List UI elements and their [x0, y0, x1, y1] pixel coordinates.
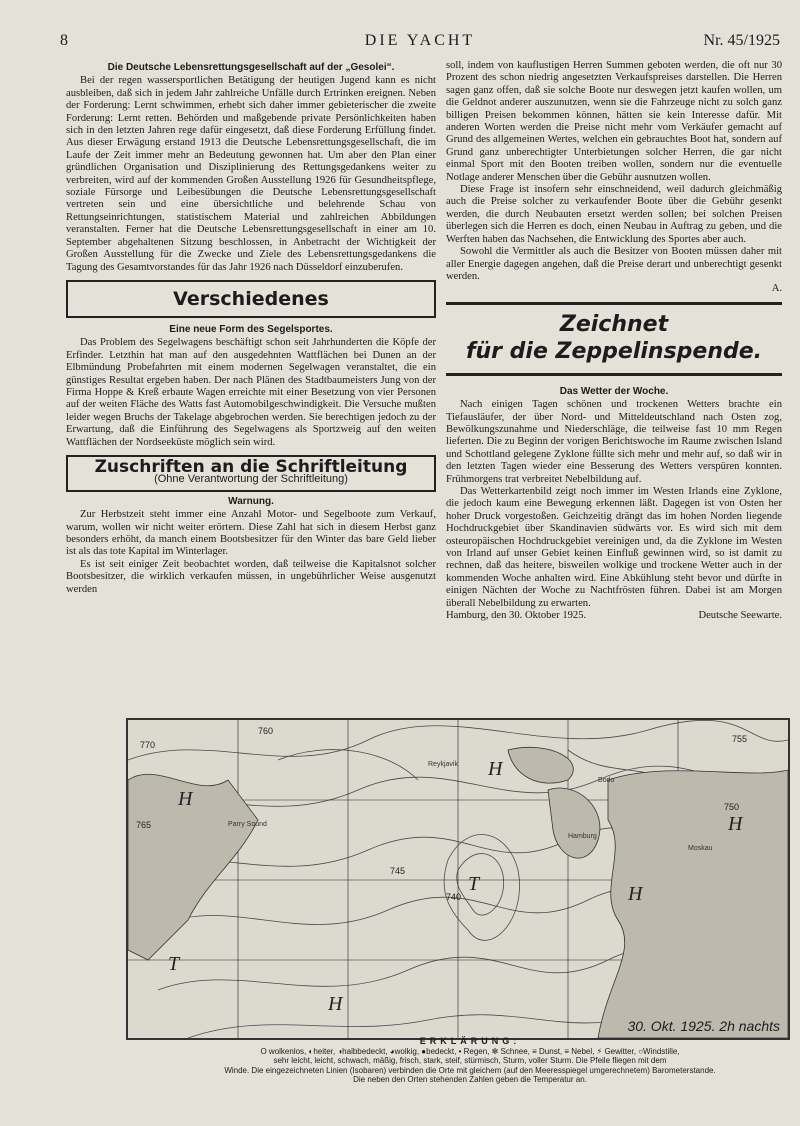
place-label: Bodo	[598, 777, 615, 784]
left-column	[66, 60, 436, 596]
article-continuation-1: soll, indem von kauflustigen Herren Summen geboten werden, die oft nur 30 Prozent des schon niedrig angesetzten Verkaufspreises darstellen. Die Herren sagen ganz offen, daß sie solche Boote nur deswegen jetzt kaufen wollen, um die Geldnot anderer auszunutzen, wenn sie die Fahrzeuge nicht zu solch ganz billigen Preisen bekommen können, hätten sie kein Interesse dafür. Mit anderen Worten werden die Preise nicht mehr vom Verkäufer gemacht auf Grund des allgemeinen Wertes, welchen ein gebrauchtes Boot hat, sondern auf Grund ganz unberechtigter Unterbietungen solcher Herren, die gar nicht einmal Sport mit den Booten treiben wollen, sondern nur die eventuelle Notlage anderer Menschen über die Gebühr ausnutzen wollen.	[446, 60, 782, 183]
high-pressure-mark: H	[628, 883, 643, 905]
high-pressure-mark: H	[328, 993, 343, 1015]
article-body-gesolei: Bei der regen wassersportlichen Betätigung der heutigen Jugend kann es nicht ausbleiben, daß sich in jedem Jahr zahlreiche Unfälle durch Ertrinken ereignen. Neben der Forderung: Lernt schwimmen, erhebt sich daher immer gebieterischer die zweite Forderung: Lernt retten. Behörden und maßgebende private Persönlichkeiten haben sich in den letzten Jahren rege dafür eingesetzt, daß diese Forderung Erfüllung findet. Aus dieser Erwägung erstand 1913 die Deutsche Lebensrettungsgesellschaft, die im Laufe der Zeit immer mehr an Bedeutung gewonnen hat. Um aber den Plan einer gründlichen Organisation und Disziplinierung des Rettungsgedankens weiter zu verbreiten, wird auf der kommenden Großen Ausstellung 1926 für Gesundheitspflege, soziale Fürsorge und Leibesübungen die Deutsche Lebensrettungsgesellschaft vertreten sein und eine übersichtliche und belehrende Schau von Rettungseinrichtungen, statistischem Material und zahlreichen Abbildungen veranstalten. Ferner hat die Deutsche Lebensrettungsgesellschaft in einer am 10. September abgehaltenen Sitzung beschlossen, in Anbetracht der Wichtigkeit der Großen Ausstellung für die Zwecke und Ziele des Lebensrettungsgedankens die Tagung des Gesamtvorstandes für das Jahr 1926 nach Düsseldorf einzuberufen.	[66, 75, 436, 273]
place-label: Moskau	[688, 845, 713, 852]
pressure-label: 760	[258, 726, 274, 736]
article-body-wetter-1: Nach einigen Tagen schönen und trockenen Wetters brachte ein Tiefausläufer, der über Nord- und Mitteldeutschland nach Osten zog, Bewölkungszunahme und Niederschläge, die teilweise fast 10 mm Regen lieferten. Die zu Beginn der vorigen Berichtswoche im Raume zwischen Island und Schottland gelegene Zyklone füllte sich mehr und mehr auf, so daß wir in den letzten Tagen wieder eine Besserung des Wetters verspüren konnten. Frühmorgens trat verbreitet Nebelbildung auf.	[446, 399, 782, 485]
article-body-warnung-1: Zur Herbstzeit steht immer eine Anzahl Motor- und Segelboote zum Verkauf, warum, wollen wir nicht weiter erörtern. Diese Zahl hat sich in diesem Herbst ganz besonders erhöht, da manch einem Bootsbesitzer für den Winter das bare Geld lieber ist als das tote Kapital im Winterlager.	[66, 509, 436, 558]
issue-number: Nr. 45/1925	[703, 32, 780, 49]
zeppelin-advert-line2: für die Zeppelinspende.	[465, 338, 763, 364]
article-body-wetter-2: Das Wetterkartenbild zeigt noch immer im Westen Irlands eine Zyklone, die jedoch kaum eine Bewegung erkennen läßt. Dagegen ist von Osten her hoher Druck vorgestoßen. Geichzeitig drängt das im hohen Norden liegende Hochdruckgebiet über Skandinavien südwärts vor. Es wird sich mit dem osteuropäischen Hochdruckgebiet vereinigen und, da die Zyklone im Westen von Irland auf unser Gebiet keinen Einfluß gewinnen wird, so ist damit zu rechnen, daß das heitere, bisweilen wolkige und trockene Wetter auch in der kommenden Woche anhalten wird. Eine Abkühlung steht bevor und dürfte in einigen Nächten der Woche zu Nachtfrösten führen. Dabei ist am Morgen überall Nebelbildung zu erwarten.	[446, 485, 782, 609]
legend-line: sehr leicht, leicht, schwach, mäßig, frisch, stark, steif, stürmisch, Sturm, voller Sturm. Die Pfeile fliegen mit dem	[273, 1056, 667, 1066]
map-legend	[150, 1037, 790, 1085]
pressure-label: 755	[732, 734, 748, 744]
article-body-segelsport: Das Problem des Segelwagens beschäftigt schon seit Jahrhunderten die Köpfe der Erfinder. Letzthin hat man auf den ausgedehnten Wattflächen bei Dunen an der Elbmündung Probefahrten mit einem modernen Segelwagen veranstaltet, die ein günstiges Resultat ergeben haben. Der nach Plänen des Stadtbaumeisters Jung von der Firma Hoppe & Kreß erbaute Wagen erreichte mit einer Besetzung von vier Personen auf der weiten Fläche des Watts fast Automobilgeschwindigkeit. Die Versuche mußten leider wegen Bruchs der Takelage abgebrochen werden. Sie berechtigen jedoch zu der Erwartung, daß die Einführung des Segelwagens als Sportzweig auf den weiten Wattflächen der Nordseeküste möglich sein wird.	[66, 337, 436, 448]
article-continuation-2: Diese Frage ist insofern sehr einschneidend, weil dadurch gleichmäßig auch die Preise solcher zu verkaufender Boote über die Gebühr gesenkt werden, die durch Neubauten ersetzt werden sollen; bei solchen Preisen überlegen sich die Herren es doch, einen Neubau in Auftrag zu geben, und die Werften haben das Nachsehen, die Entwicklung des Sportes aber auch.	[446, 184, 782, 245]
article-title-wetter: Das Wetter der Woche.	[559, 385, 669, 397]
section-subtitle-zuschriften: (Ohne Verantwortung der Schriftleitung)	[154, 473, 348, 486]
article-signature: A.	[771, 283, 782, 295]
zeppelin-advert	[446, 302, 782, 376]
weather-map-svg	[128, 720, 788, 1038]
article-body-warnung-2: Es ist seit einiger Zeit beobachtet worden, daß teilweise die Kapitalsnot solcher Bootsbesitzer, die wirklich verkaufen müssen, in ungebührlicher Weise ausgenutzt werden	[66, 558, 436, 595]
pressure-label: 740	[446, 892, 462, 902]
pressure-label: 770	[140, 740, 156, 750]
magazine-title: DIE YACHT	[364, 32, 476, 49]
legend-line: O wolkenlos, ◐heiter, ◑halbbedeckt, ◕wolkig, ●bedeckt, • Regen, ✻ Schnee, ≡ Dunst, ≡ Nebel, ⚡ Gewitter, ○Windstille,	[260, 1046, 680, 1056]
section-title-zuschriften: Zuschriften an die Schriftleitung	[94, 456, 408, 477]
place-label: Hamburg	[568, 833, 597, 840]
section-heading-zuschriften	[66, 455, 436, 492]
weather-map	[126, 718, 790, 1040]
right-column	[446, 60, 782, 622]
legend-line: Winde. Die eingezeichneten Linien (Isobaren) verbinden die Orte mit gleichem (auf den Meeresspiegel umgerechnetem) Barometerstande.	[224, 1065, 716, 1075]
article-title-segelsport: Eine neue Form des Segelsportes.	[169, 323, 333, 335]
section-heading-verschiedenes: Verschiedenes	[66, 280, 436, 318]
high-pressure-mark: H	[728, 813, 743, 835]
weather-source: Deutsche Seewarte.	[698, 610, 782, 622]
place-label: Parry Sound	[228, 821, 267, 828]
low-pressure-mark: T	[468, 873, 480, 895]
page-header	[60, 32, 780, 52]
pressure-label: 745	[390, 866, 406, 876]
map-date-label: 30. Okt. 1925. 2h nachts	[627, 1018, 780, 1034]
pressure-label: 750	[724, 802, 740, 812]
article-title-warnung: Warnung.	[228, 495, 274, 507]
pressure-label: 765	[136, 820, 152, 830]
high-pressure-mark: H	[488, 758, 503, 780]
zeppelin-advert-line1: Zeichnet	[559, 311, 669, 337]
place-label: Reykjavik	[428, 761, 458, 768]
high-pressure-mark: H	[178, 788, 193, 810]
article-sign-line	[446, 610, 782, 622]
legend-line: Die neben den Orten stehenden Zahlen geben die Temperatur an.	[353, 1075, 587, 1085]
article-continuation-3	[446, 246, 782, 296]
article-title-gesolei: Die Deutsche Lebensrettungsgesellschaft auf der „Gesolei“.	[107, 62, 395, 73]
weather-place-date: Hamburg, den 30. Oktober 1925.	[446, 610, 587, 622]
legend-title: ERKLÄRUNG:	[419, 1036, 521, 1046]
low-pressure-mark: T	[168, 953, 180, 975]
article-continuation-3-text: Sowohl die Vermittler als auch die Besitzer von Booten müssen daher mit aller Energie dagegen angehen, daß die Preise derart und unberechtigt gesenkt werden.	[446, 246, 782, 282]
page-number: 8	[60, 32, 68, 49]
